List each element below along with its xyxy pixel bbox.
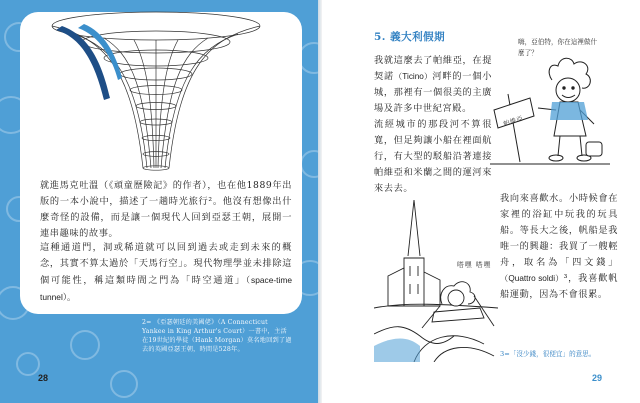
right-paragraph-3 <box>500 191 618 303</box>
clock-pattern-icon <box>70 330 100 360</box>
page-number-left: 28 <box>38 373 49 383</box>
clock-pattern-icon <box>110 370 138 398</box>
left-paragraph-2-cn: 這種通道門，洞或稀道就可以回到過去或走到未來的概念，其實不算太過於「天馬行空」。現代物理學並未排除這個可能性，稱這類時間之門為「時空通道」 <box>40 242 292 286</box>
sign-label: 帕維亞 <box>502 114 525 128</box>
right-paragraph-3-en: （Quattro soldi） <box>500 274 564 283</box>
right-paragraph-1 <box>374 53 492 117</box>
right-paragraph-3-cn-b: ³，我喜歡帆船運動，因為不會很累。 <box>500 273 618 300</box>
right-paragraph-3-cn-a: 我向來喜歡水。小時候會在家裡的浴缸中玩我的玩具船。等長大之後，帆船是我唯一的興趣：我買了一艘輕舟，取名為「四文錢」 <box>500 193 618 268</box>
left-paragraph-2 <box>40 240 292 306</box>
right-paragraph-2: 流經城市的那段河不算很寬，但足夠讓小船在裡面航行，有大型的駁船沿著連接帕維亞和米蘭之間的運河來來去去。 <box>374 119 492 194</box>
right-paragraph-1-cn-b: 河畔的一個小城，那裡有一個很美的主廣場及許多中世紀宮殿。 <box>374 71 492 114</box>
left-page <box>0 0 318 403</box>
speech-bubble: 嗨，亞伯特，你在這裡做什麼了？ <box>518 38 598 57</box>
section-title: 5. 義大利假期 <box>374 31 446 43</box>
clock-pattern-icon <box>16 352 40 376</box>
right-paragraph-1-en: （Ticino） <box>393 72 433 81</box>
wormhole-illustration <box>44 8 268 173</box>
einstein-rowboat-illustration <box>374 196 498 362</box>
page-number-right: 29 <box>592 373 603 383</box>
sound-effect-text: 嗒嘿 嗒嘿 <box>457 261 492 269</box>
left-paragraph-2-en: （space-time tunnel）。 <box>40 275 292 302</box>
left-paragraph-1: 就進馬克吐溫（《頑童歷險記》的作者），也在他1889年出版的一本小說中，描述了一趟時光旅行²。他沒有想像出什麼奇怪的設備，而是讓一個現代人回到亞瑟王朝，展開一連串趣味的故事。 <box>40 180 292 239</box>
right-footnote: 3=「沒少錢，很便宜」的意思。 <box>500 350 596 358</box>
right-page <box>322 0 640 403</box>
left-footnote: 2= 《亞瑟朝廷的美國佬》（A Connecticut Yankee in King Arthur's Court）一書中，主活在19世紀的學徒（Hank Morgan）莫名地回到了過去的英國亞瑟王朝，時間是528年。 <box>142 319 292 353</box>
clock-pattern-icon <box>300 150 318 178</box>
einstein-with-sign-illustration <box>490 50 610 168</box>
right-paragraph-1-cn-a: 我就這麼去了帕維亞，在提契諾 <box>374 55 492 82</box>
